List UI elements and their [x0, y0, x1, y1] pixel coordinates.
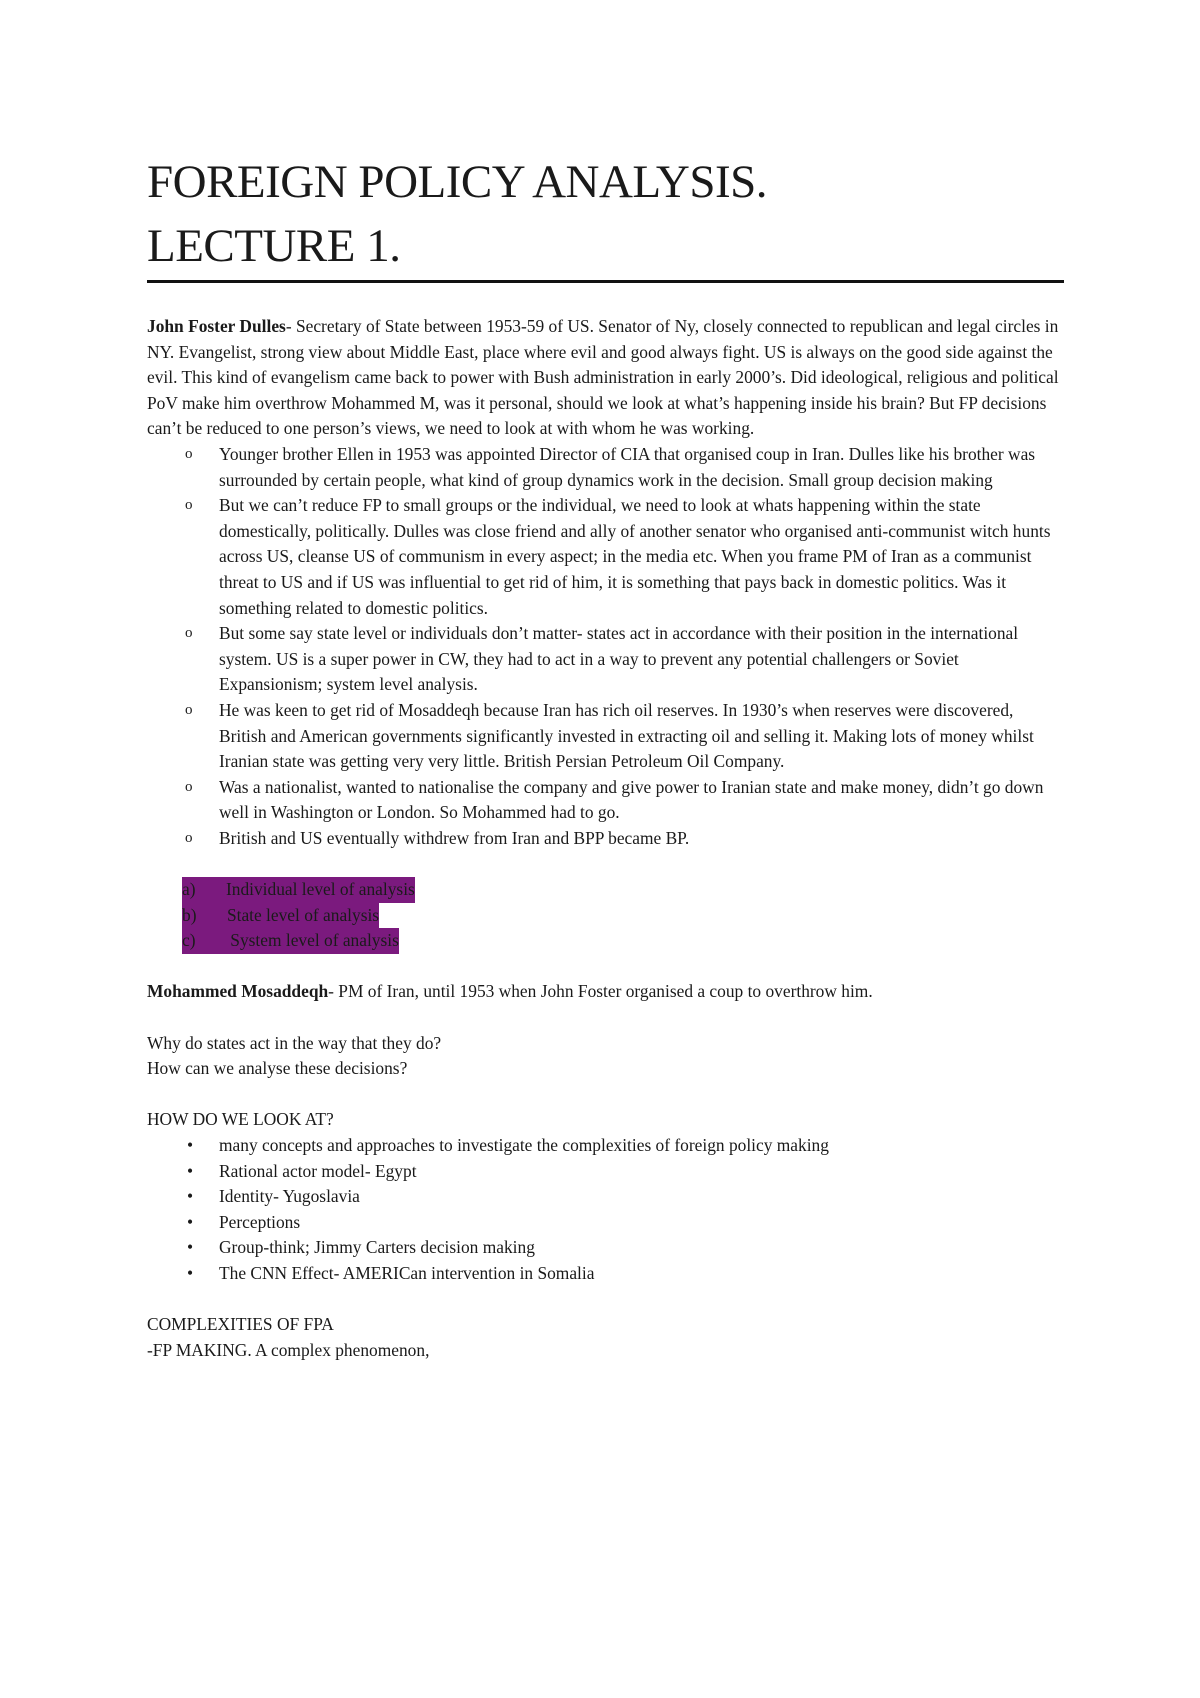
mosaddeqh-paragraph [147, 979, 1064, 1005]
bullet-item: • Perceptions [147, 1210, 1064, 1236]
o-marker: o [185, 497, 193, 514]
bullet-icon: • [187, 1211, 194, 1232]
o-marker: o [185, 778, 193, 795]
document-title [147, 150, 1064, 278]
level-label: State level of analysis [226, 904, 380, 925]
bullet-icon: • [187, 1262, 194, 1283]
o-marker: o [185, 445, 193, 462]
mosaddeqh-name: Mohammed Mosaddeqh [147, 981, 329, 1002]
list-item: o He was keen to get rid of Mosaddeqh because Iran has rich oil reserves. In 1930’s when reserves were discovered, British and American governments significantly invested in extracting oil and selling it. Making lots of money whilst Iranian state was getting very very little. British Persian Petroleum Oil Company. [185, 699, 1034, 772]
dulles-points [147, 442, 1064, 852]
bullet-item: • The CNN Effect- AMERICan intervention in Somalia [147, 1261, 1064, 1287]
bullet-item: • Rational actor model- Egypt [147, 1159, 1064, 1185]
list-item: o British and US eventually withdrew from Iran and BPP became BP. [147, 826, 1064, 852]
list-item: o But some say state level or individuals don’t matter- states act in accordance with their position in the international system. US is a super power in CW, they had to act in a way to prevent any potential challengers or Soviet Expansionism; system level analysis. [185, 623, 1019, 695]
level-label: Individual level of analysis [225, 879, 415, 900]
list-item: o Younger brother Ellen in 1953 was appointed Director of CIA that organised coup in Iran. Dulles like his brother was surrounded by certain people, what kind of group dynamics work in the decision. Small group decision making [185, 443, 1036, 490]
o-marker: o [185, 829, 193, 846]
level-marker: c) [182, 930, 196, 951]
bullet-icon: • [187, 1160, 194, 1181]
levels-of-analysis-list [147, 877, 1064, 954]
list-item: o Was a nationalist, wanted to nationalise the company and give power to Iranian state and make money, didn’t go down well in Washington or London. So Mohammed had to go. [185, 776, 1044, 823]
bullet-item: • Group-think; Jimmy Carters decision making [147, 1235, 1064, 1261]
level-marker: b) [182, 904, 197, 925]
level-item [147, 877, 1064, 903]
level-item [147, 928, 1064, 954]
bullet-icon: • [187, 1135, 194, 1155]
level-marker: a) [182, 879, 196, 900]
complexities-heading: COMPLEXITIES OF FPA [147, 1314, 334, 1335]
how-heading: HOW DO WE LOOK AT? [147, 1109, 334, 1130]
bullet-item: • many concepts and approaches to investigate the complexities of foreign policy making [147, 1133, 1064, 1159]
question-1: Why do states act in the way that they do? [147, 1032, 442, 1053]
bullet-item: • Identity- Yugoslavia [147, 1184, 1064, 1210]
o-marker: o [185, 625, 193, 642]
bullet-icon: • [187, 1237, 194, 1258]
bullet-icon: • [187, 1186, 194, 1207]
document-content [147, 150, 1064, 1363]
dulles-text: - Secretary of State between 1953-59 of US. Senator of Ny, closely connected to republican and legal circles in NY. Evangelist, strong view about Middle East, place where evil and good always fight. US is always on the good side against the evil. This kind of evangelism came back to power with Bush administration in early 2000’s. Did ideological, religious and political PoV make him overthrow Mohammed M, was it personal, should we look at what’s happening inside his brain? But FP decisions can’t be reduced to one person’s views, we need to look at with whom he was working. [147, 316, 1059, 439]
how-points [147, 1133, 1064, 1287]
title-line-2: LECTURE 1. [147, 220, 401, 272]
level-label: System level of analysis [230, 930, 399, 951]
question-2: How can we analyse these decisions? [147, 1058, 408, 1079]
o-marker: o [185, 701, 193, 718]
title-line-1: FOREIGN POLICY ANALYSIS. [147, 156, 768, 208]
complexities-line: -FP MAKING. A complex phenomenon, [147, 1339, 430, 1360]
dulles-paragraph [147, 314, 1064, 442]
list-item: o But we can’t reduce FP to small groups or the individual, we need to look at whats happening within the state domestically, politically. Dulles was close friend and ally of another senator who organised anti-communist witch hunts across US, cleanse US of communism in every aspect; in the media etc. When you frame PM of Iran as a communist threat to US and if US was influential to get rid of him, it is something that pays back in domestic politics. Was it something related to domestic politics. [185, 495, 1051, 618]
level-item [147, 903, 1064, 929]
mosaddeqh-text: - PM of Iran, until 1953 when John Foster organised a coup to overthrow him. [328, 981, 873, 1002]
dulles-name: John Foster Dulles [147, 316, 286, 336]
